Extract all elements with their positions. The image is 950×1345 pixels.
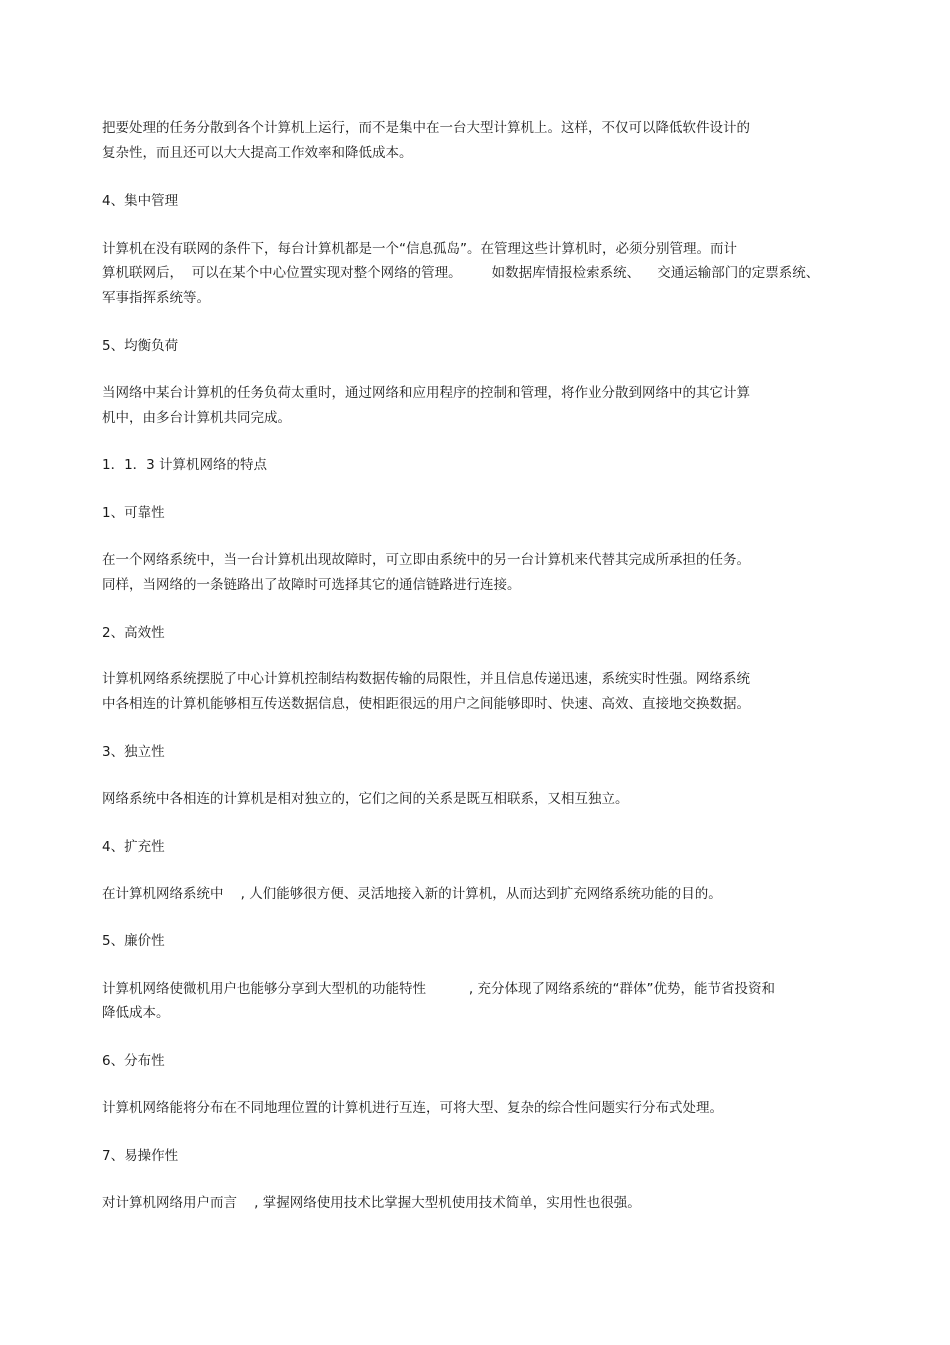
intro-paragraph-line-2: 复杂性，而且还可以大大提高工作效率和降低成本。 [102, 145, 413, 161]
reliability-paragraph-line-2: 同样，当网络的一条链路出了故障时可选择其它的通信链路进行连接。 [102, 577, 521, 593]
usability-paragraph-line-1: 对计算机网络用户而言 , 掌握网络使用技术比掌握大型机使用技术简单，实用性也很强。 [102, 1195, 641, 1211]
reliability-paragraph-line-1: 在一个网络系统中，当一台计算机出现故障时，可立即由系统中的另一台计算机来代替其完成所承担的任务。 [102, 552, 750, 568]
heading-centralized-management: 4、集中管理 [102, 193, 179, 209]
heading-reliability: 1、可靠性 [102, 505, 165, 521]
load-balance-paragraph-line-1: 当网络中某台计算机的任务负荷太重时，通过网络和应用程序的控制和管理，将作业分散到网络中的其它计算 [102, 385, 750, 401]
efficiency-paragraph-line-1: 计算机网络系统摆脱了中心计算机控制结构数据传输的局限性，并且信息传递迅速，系统实时性强。网络系统 [102, 671, 750, 687]
independence-paragraph-line-1: 网络系统中各相连的计算机是相对独立的，它们之间的关系是既互相联系，又相互独立。 [102, 791, 629, 807]
expandability-paragraph-line-1: 在计算机网络系统中 , 人们能够很方便、灵活地接入新的计算机，从而达到扩充网络系统功能的目的。 [102, 886, 722, 902]
low-cost-paragraph-line-1: 计算机网络使微机用户也能够分享到大型机的功能特性 , 充分体现了网络系统的“群体”优势，能节省投资和 [102, 981, 775, 997]
efficiency-paragraph-line-2: 中各相连的计算机能够相互传送数据信息，使相距很远的用户之间能够即时、快速、高效、直接地交换数据。 [102, 696, 750, 712]
heading-usability: 7、易操作性 [102, 1148, 179, 1164]
intro-paragraph-line-1: 把要处理的任务分散到各个计算机上运行，而不是集中在一台大型计算机上。这样，不仅可以降低软件设计的 [102, 120, 750, 136]
section-heading: 1．1．3 计算机网络的特点 [102, 457, 268, 473]
heading-distribution: 6、分布性 [102, 1053, 165, 1069]
heading-low-cost: 5、廉价性 [102, 933, 165, 949]
centralized-paragraph-line-2: 算机联网后， 可以在某个中心位置实现对整个网络的管理。 如数据库情报检索系统、 交通运输部门的定票系统、 [102, 265, 820, 281]
heading-independence: 3、独立性 [102, 744, 165, 760]
heading-load-balancing: 5、均衡负荷 [102, 338, 179, 354]
distribution-paragraph-line-1: 计算机网络能将分布在不同地理位置的计算机进行互连，可将大型、复杂的综合性问题实行分布式处理。 [102, 1100, 723, 1116]
low-cost-paragraph-line-2: 降低成本。 [102, 1005, 170, 1021]
load-balance-paragraph-line-2: 机中，由多台计算机共同完成。 [102, 410, 291, 426]
centralized-paragraph-line-3: 军事指挥系统等。 [102, 290, 210, 306]
heading-efficiency: 2、高效性 [102, 625, 165, 641]
centralized-paragraph-line-1: 计算机在没有联网的条件下，每台计算机都是一个“信息孤岛”。在管理这些计算机时，必须分别管理。而计 [102, 241, 737, 257]
heading-expandability: 4、扩充性 [102, 839, 165, 855]
